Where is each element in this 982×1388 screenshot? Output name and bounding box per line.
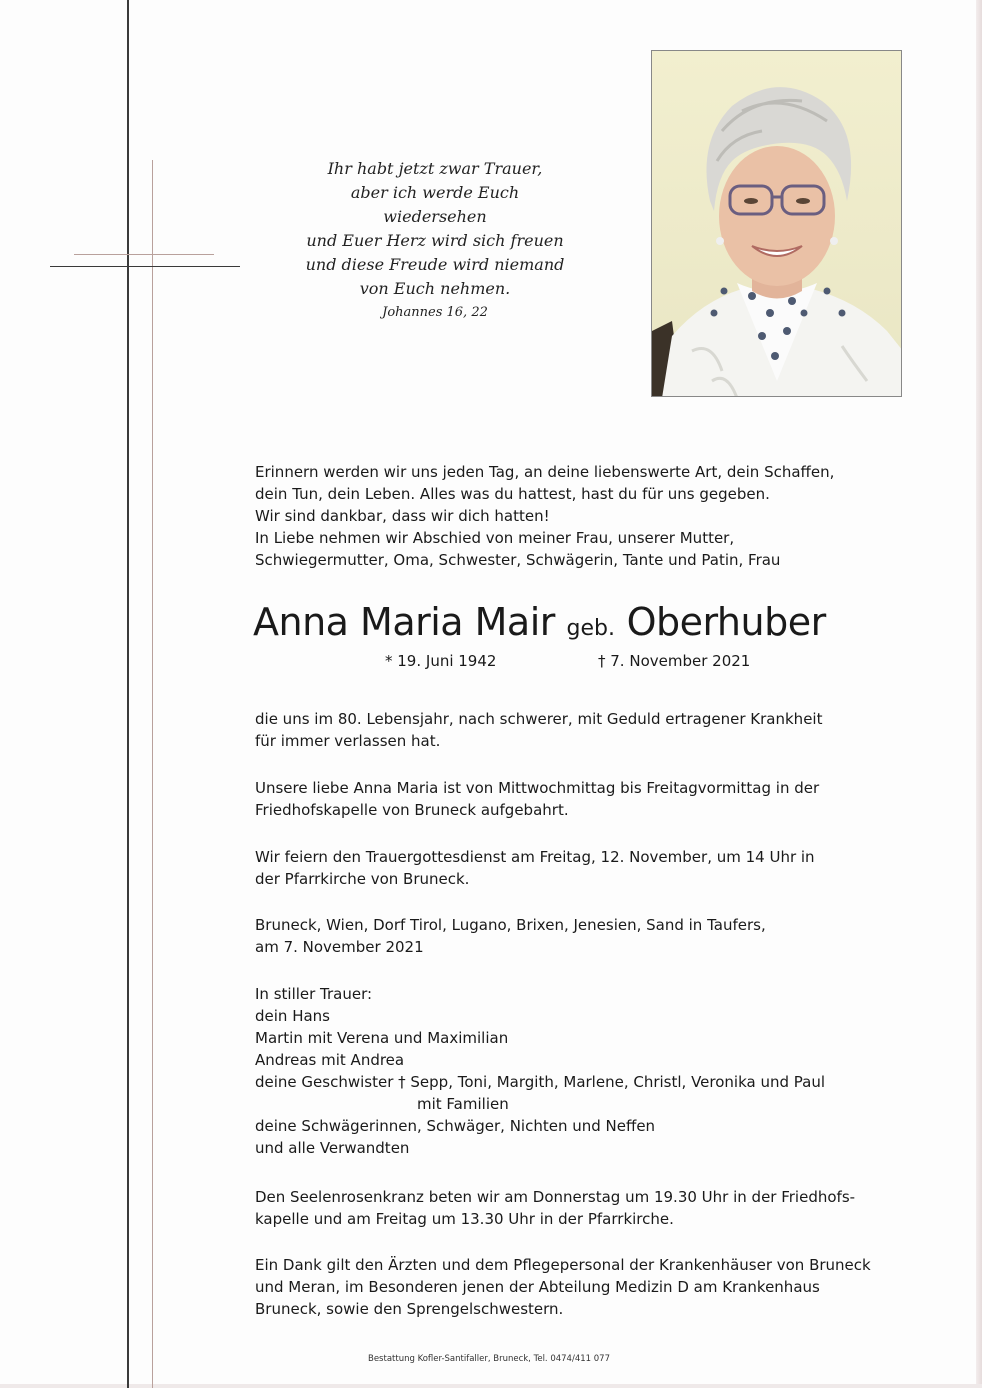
mourner-line: deine Geschwister † Sepp, Toni, Margith, Marlene, Christl, Veronika und Paul <box>255 1073 826 1091</box>
service-paragraph <box>255 846 915 890</box>
thanks-line: Ein Dank gilt den Ärzten und dem Pflegepersonal der Krankenhäuser von Bruneck <box>255 1256 871 1274</box>
place-line: Bruneck, Wien, Dorf Tirol, Lugano, Brixen, Jenesien, Sand in Taufers, <box>255 916 766 934</box>
death-date: † 7. November 2021 <box>598 652 751 670</box>
page-edge-bottom <box>0 1384 982 1388</box>
rosary-paragraph <box>255 1186 915 1230</box>
mourner-line: Martin mit Verena und Maximilian <box>255 1029 509 1047</box>
funeral-home-footer: Bestattung Kofler-Santifaller, Bruneck, Tel. 0474/411 077 <box>368 1354 610 1364</box>
passing-paragraph <box>255 708 915 752</box>
intro-line: Erinnern werden wir uns jeden Tag, an deine liebenswerte Art, dein Schaffen, <box>255 463 835 481</box>
verse-line: von Euch nehmen. <box>359 279 511 298</box>
mourner-line: mit Familien <box>417 1095 509 1113</box>
verse-line: und Euer Herz wird sich freuen <box>306 231 564 250</box>
cross-horizontal-accent-line <box>74 254 214 255</box>
verse-line: und diese Freude wird niemand <box>305 255 565 274</box>
intro-line: dein Tun, dein Leben. Alles was du hattest, hast du für uns gegeben. <box>255 485 770 503</box>
cross-vertical-line <box>127 0 129 1388</box>
mourner-line: dein Hans <box>255 1007 330 1025</box>
service-line: Wir feiern den Trauergottesdienst am Freitag, 12. November, um 14 Uhr in <box>255 848 815 866</box>
viewing-paragraph <box>255 777 915 821</box>
cross-vertical-accent-line <box>152 160 153 1388</box>
geb-label: geb. <box>566 616 615 641</box>
intro-paragraph <box>255 461 915 527</box>
mourners-list <box>255 983 915 1159</box>
deceased-name: Anna Maria Mair <box>253 600 555 644</box>
place-date-paragraph <box>255 914 915 958</box>
thanks-line: Bruneck, sowie den Sprengelschwestern. <box>255 1300 564 1318</box>
portrait-illustration <box>652 51 902 397</box>
cross-horizontal-line <box>50 266 240 267</box>
portrait-photo <box>651 50 902 397</box>
mourner-line: Andreas mit Andrea <box>255 1051 405 1069</box>
verse-line: aber ich werde Euch wiedersehen <box>350 183 520 226</box>
intro-line: Wir sind dankbar, dass wir dich hatten! <box>255 507 550 525</box>
viewing-line: Unsere liebe Anna Maria ist von Mittwochmittag bis Freitagvormittag in der <box>255 779 820 797</box>
date-line: am 7. November 2021 <box>255 938 424 956</box>
page-edge <box>976 0 982 1388</box>
deceased-name-line <box>253 596 953 655</box>
birth-date: * 19. Juni 1942 <box>385 652 497 670</box>
rosary-line: Den Seelenrosenkranz beten wir am Donnerstag um 19.30 Uhr in der Friedhofs- <box>255 1188 856 1206</box>
farewell-paragraph <box>255 527 915 571</box>
service-line: der Pfarrkirche von Bruneck. <box>255 870 470 888</box>
verse-reference: Johannes 16, 22 <box>382 305 488 320</box>
thanks-line: und Meran, im Besonderen jenen der Abteilung Medizin D am Krankenhaus <box>255 1278 820 1296</box>
rosary-line: kapelle und am Freitag um 13.30 Uhr in der Pfarrkirche. <box>255 1210 674 1228</box>
passing-line: für immer verlassen hat. <box>255 732 441 750</box>
thanks-paragraph <box>255 1254 915 1320</box>
viewing-line: Friedhofskapelle von Bruneck aufgebahrt. <box>255 801 569 819</box>
farewell-line: Schwiegermutter, Oma, Schwester, Schwägerin, Tante und Patin, Frau <box>255 551 781 569</box>
bible-verse <box>300 157 570 323</box>
verse-line: Ihr habt jetzt zwar Trauer, <box>327 159 543 178</box>
mourner-line: deine Schwägerinnen, Schwäger, Nichten und Neffen <box>255 1117 656 1135</box>
mourner-line: und alle Verwandten <box>255 1139 410 1157</box>
passing-line: die uns im 80. Lebensjahr, nach schwerer, mit Geduld ertragener Krankheit <box>255 710 823 728</box>
mourners-heading: In stiller Trauer: <box>255 985 373 1003</box>
farewell-line: In Liebe nehmen wir Abschied von meiner Frau, unserer Mutter, <box>255 529 735 547</box>
maiden-name: Oberhuber <box>626 600 826 644</box>
